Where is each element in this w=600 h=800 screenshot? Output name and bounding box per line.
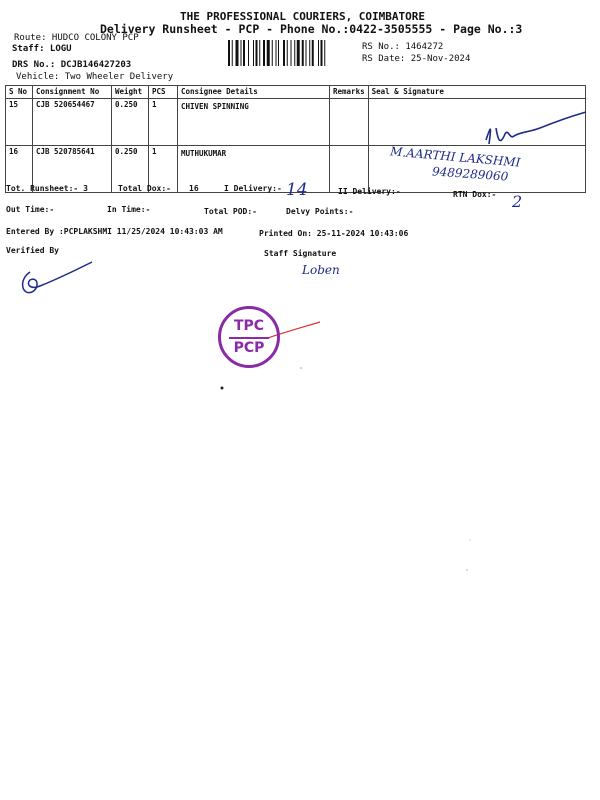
stamp-line-2: PCP (229, 337, 269, 356)
col-header-consignee: Consignee Details (178, 86, 330, 99)
stamp-line-1: TPC (233, 318, 265, 334)
verifier-signature (23, 262, 92, 293)
col-header-pcs: PCS (149, 86, 178, 99)
cell-weight: 0.250 (112, 99, 149, 146)
rtn-dox-handwritten: 2 (512, 192, 523, 211)
consignee-signature (486, 112, 586, 144)
printed-on: Printed On: 25-11-2024 10:43:06 (259, 229, 409, 238)
tot-runsheet: Tot. Runsheet:- 3 (6, 184, 88, 193)
cell-sno: 16 (6, 146, 33, 193)
col-header-seal: Seal & Signature (368, 86, 585, 99)
total-pod-label: Total POD:- (204, 207, 257, 216)
out-time-label: Out Time:- (6, 205, 55, 214)
runsheet-title: Delivery Runsheet - PCP - Phone No.:0422-3505555 - Page No.:3 (100, 22, 523, 36)
vehicle-label: Vehicle: Two Wheeler Delivery (16, 72, 174, 82)
total-dox-value: 16 (189, 184, 199, 193)
col-header-sno: S No (6, 86, 33, 99)
rs-date: RS Date: 25-Nov-2024 (362, 54, 471, 64)
scan-speck (300, 367, 302, 369)
cell-sno: 15 (6, 99, 33, 146)
tpc-pcp-stamp (218, 306, 280, 368)
col-header-remarks: Remarks (330, 86, 369, 99)
cell-weight: 0.250 (112, 146, 149, 193)
route-label: Route: HUDCO COLONY PCP (14, 33, 139, 43)
cell-pcs: 1 (149, 146, 178, 193)
receiver-phone-handwritten: 9489289060 (431, 164, 509, 184)
cell-consignment: CJB 520654467 (33, 99, 112, 146)
col-header-consignment: Consignment No (33, 86, 112, 99)
i-delivery-label: I Delivery:- (224, 184, 282, 193)
scan-speck (466, 569, 468, 571)
scan-speck (469, 539, 470, 540)
company-name: THE PROFESSIONAL COURIERS, COIMBATORE (180, 10, 426, 23)
drs-number: DRS No.: DCJB146427203 (12, 60, 132, 70)
rs-number: RS No.: 1464272 (362, 42, 444, 52)
staff-label: Staff: LOGU (12, 44, 72, 54)
receiver-name-handwritten: M.AARTHI LAKSHMI (389, 144, 521, 170)
col-header-weight: Weight (112, 86, 149, 99)
total-dox-label: Total Dox:- (118, 184, 171, 193)
ink-dot (221, 387, 224, 390)
delvy-points-label: Delvy Points:- (286, 207, 354, 216)
cell-consignment: CJB 520785641 (33, 146, 112, 193)
entered-by: Entered By :PCPLAKSHMI 11/25/2024 10:43:03 AM (6, 227, 223, 236)
cell-consignee: MUTHUKUMAR (178, 146, 330, 193)
in-time-label: In Time:- (107, 205, 151, 214)
cell-consignee: CHIVEN SPINNING (178, 99, 330, 146)
cell-pcs: 1 (149, 99, 178, 146)
i-delivery-handwritten: 14 (286, 180, 308, 200)
ii-delivery-label: II Delivery:- (338, 187, 401, 196)
rtn-dox-label: RTN Dox:- (453, 190, 497, 199)
verified-by-label: Verified By (6, 246, 59, 255)
staff-signature-label: Staff Signature (264, 249, 337, 258)
staff-signature-handwritten: Loben (302, 263, 340, 277)
